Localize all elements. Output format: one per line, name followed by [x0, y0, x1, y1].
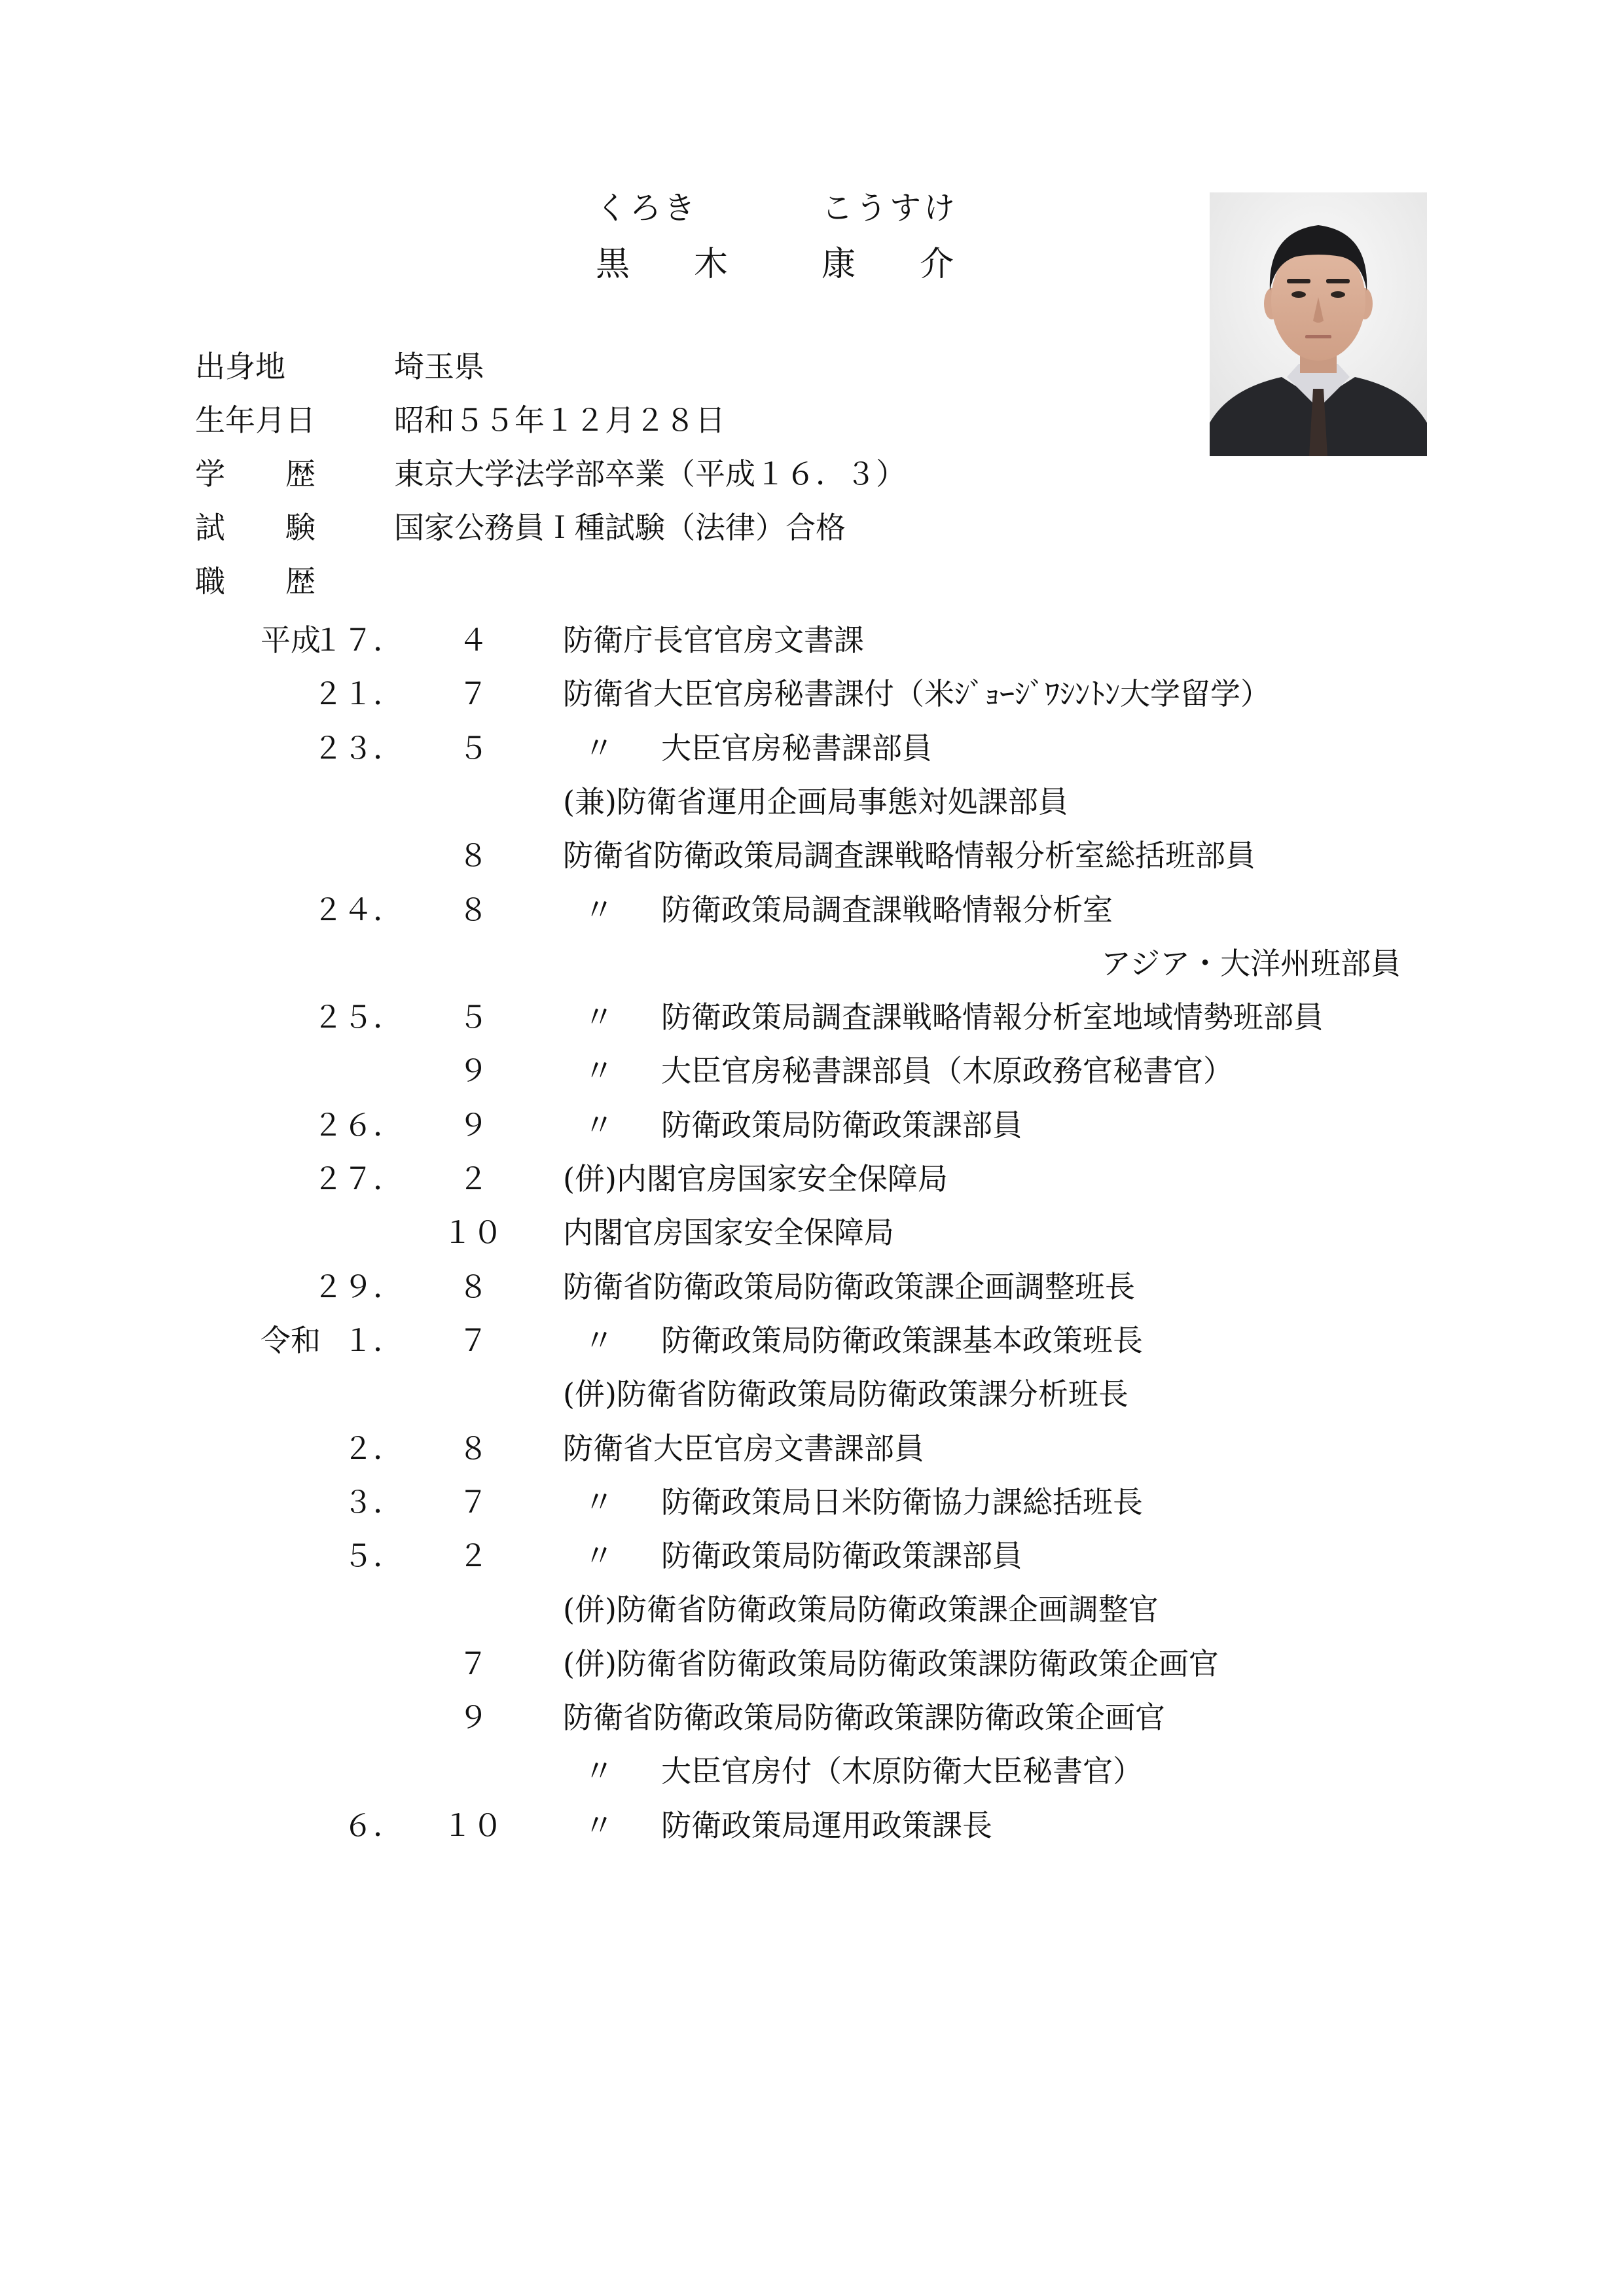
- career-month: １０: [442, 1808, 503, 1843]
- career-description: 防衛政策局防衛政策課基本政策班長: [661, 1323, 1143, 1358]
- career-ditto-mark: 〃: [584, 1753, 614, 1789]
- career-month: ７: [458, 1323, 488, 1358]
- career-description: 防衛政策局防衛政策課部員: [661, 1538, 1022, 1573]
- career-description: 防衛政策局日米防衛協力課総括班長: [661, 1484, 1143, 1520]
- career-description: 防衛政策局防衛政策課部員: [661, 1107, 1022, 1143]
- birthplace-label: [195, 347, 326, 386]
- career-year: ２．: [343, 1431, 403, 1466]
- career-year: １．: [343, 1323, 403, 1358]
- name-kana-given: こうすけ: [821, 190, 958, 226]
- career-description: 大臣官房秘書課部員: [661, 730, 932, 766]
- birthplace-value: 埼玉県: [394, 349, 484, 384]
- career-description: (併)防衛省防衛政策局防衛政策課防衛政策企画官: [563, 1646, 1219, 1681]
- career-ditto-mark: 〃: [584, 1053, 614, 1088]
- career-ditto-mark: 〃: [584, 999, 614, 1035]
- career-month: ４: [458, 622, 488, 658]
- career-month: ５: [458, 730, 488, 766]
- career-description: 防衛政策局調査課戦略情報分析室: [661, 892, 1113, 927]
- career-year: ６．: [343, 1808, 403, 1843]
- portrait-photo: [1210, 192, 1427, 456]
- career-description: 大臣官房秘書課部員（木原政務官秘書官）: [661, 1053, 1233, 1088]
- career-description: 防衛省防衛政策局調査課戦略情報分析室総括班部員: [563, 838, 1255, 873]
- career-month: ８: [458, 1431, 488, 1466]
- career-description: 防衛省防衛政策局防衛政策課防衛政策企画官: [563, 1700, 1165, 1735]
- name-kanji-family-1: 黒: [596, 245, 630, 284]
- career-month: １０: [442, 1215, 503, 1250]
- career-description: 防衛省大臣官房秘書課付（米ｼﾞｮｰｼﾞﾜｼﾝﾄﾝ大学留学）: [563, 676, 1271, 711]
- career-year: ２４．: [313, 892, 403, 927]
- career-label: 職歴: [195, 564, 376, 599]
- birthdate-label-text: 生年月日: [195, 403, 316, 438]
- career-year: ５．: [343, 1538, 403, 1573]
- career-ditto-mark: 〃: [584, 1808, 614, 1843]
- name-kanji-given-1: 康: [821, 245, 856, 284]
- career-ditto-mark: 〃: [584, 730, 614, 766]
- birthplace-label-text: 出身地: [195, 349, 285, 384]
- career-month: ９: [458, 1053, 488, 1088]
- birthdate-label: [195, 401, 326, 440]
- career-description: アジア・大洋州班部員: [1101, 946, 1401, 981]
- career-description: 防衛省大臣官房文書課部員: [563, 1431, 924, 1466]
- career-month: ２: [458, 1538, 488, 1573]
- career-description: 内閣官房国家安全保障局: [563, 1215, 894, 1250]
- career-month: ７: [458, 676, 488, 711]
- career-description: (兼)防衛省運用企画局事態対処課部員: [563, 784, 1068, 819]
- career-year: ２９．: [313, 1269, 403, 1304]
- career-year: ２３．: [313, 730, 403, 766]
- name-kanji-family-2: 木: [694, 245, 729, 284]
- career-month: ８: [458, 892, 488, 927]
- career-ditto-mark: 〃: [584, 1107, 614, 1143]
- career-year: ２５．: [313, 999, 403, 1035]
- career-era: 平成: [261, 622, 321, 658]
- exam-value: 国家公務員Ｉ種試験（法律）合格: [394, 510, 846, 545]
- career-description: (併)防衛省防衛政策局防衛政策課企画調整官: [563, 1592, 1159, 1627]
- career-ditto-mark: 〃: [584, 1538, 614, 1573]
- career-ditto-mark: 〃: [584, 892, 614, 927]
- name-kanji-given-2: 介: [920, 245, 954, 284]
- career-year: ２１．: [313, 676, 403, 711]
- career-description: 防衛庁長官官房文書課: [563, 622, 864, 658]
- career-year: ３．: [343, 1484, 403, 1520]
- career-month: ８: [458, 1269, 488, 1304]
- birthdate-value: 昭和５５年１２月２８日: [394, 403, 725, 438]
- career-year: １７．: [313, 622, 403, 658]
- career-description: 防衛政策局運用政策課長: [661, 1808, 992, 1843]
- career-description: 大臣官房付（木原防衛大臣秘書官）: [661, 1753, 1143, 1789]
- career-month: ７: [458, 1646, 488, 1681]
- career-year: ２７．: [313, 1161, 403, 1196]
- career-month: ２: [458, 1161, 488, 1196]
- career-month: ９: [458, 1107, 488, 1143]
- education-label: 学歴: [195, 456, 376, 492]
- career-description: 防衛省防衛政策局防衛政策課企画調整班長: [563, 1269, 1135, 1304]
- career-description: 防衛政策局調査課戦略情報分析室地域情勢班部員: [661, 999, 1324, 1035]
- career-month: ８: [458, 838, 488, 873]
- exam-label: 試験: [195, 510, 376, 545]
- career-ditto-mark: 〃: [584, 1484, 614, 1520]
- career-month: ５: [458, 999, 488, 1035]
- career-ditto-mark: 〃: [584, 1323, 614, 1358]
- career-era: 令和: [261, 1323, 321, 1358]
- career-month: ７: [458, 1484, 488, 1520]
- career-description: (併)防衛省防衛政策局防衛政策課分析班長: [563, 1376, 1128, 1412]
- education-value: 東京大学法学部卒業（平成１６．３）: [394, 456, 906, 492]
- career-year: ２６．: [313, 1107, 403, 1143]
- name-kana-family: くろき: [596, 190, 698, 226]
- career-description: (併)内閣官房国家安全保障局: [563, 1161, 948, 1196]
- career-month: ９: [458, 1700, 488, 1735]
